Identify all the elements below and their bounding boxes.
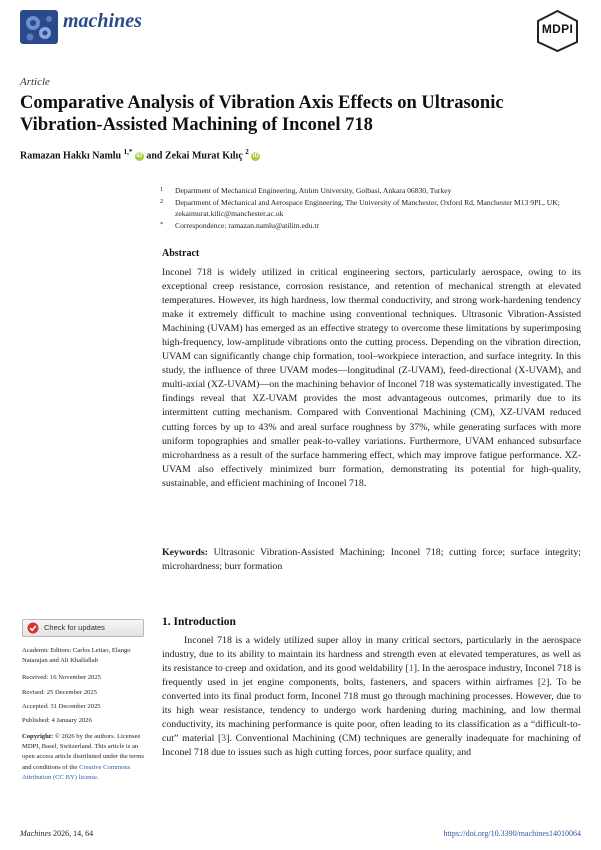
academic-editors: Academic Editors: Carlos Letiao, Elango Natarajan and Ali Khalfallah — [22, 647, 131, 665]
doi-link[interactable]: https://doi.org/10.3390/machines14010064 — [443, 829, 581, 838]
keywords — [162, 546, 581, 574]
affiliation-item — [160, 185, 585, 197]
citation-link[interactable]: 1 — [408, 663, 414, 675]
article-type: Article — [20, 76, 50, 88]
paragraph-text: ]. To be converted into its final product form, Inconel 718 must go through machining processes. However, due to its high wear resistance, tendency to undergo work hardening during machining, and low thermal conductivity, its machining performance is quite poor, often leading to its classification as a “difficult-to-cut” material [ — [162, 677, 582, 745]
footer-journal: Machines — [20, 829, 52, 838]
license-link[interactable]: Creative Commons Attribution (CC BY) license. — [22, 763, 131, 781]
abstract-heading: Abstract — [162, 248, 200, 259]
gears-logo-icon — [20, 10, 58, 44]
introduction-paragraph — [162, 634, 581, 760]
affiliation-list — [160, 185, 585, 232]
date-revised: Revised: 25 December 2025 — [22, 689, 97, 696]
correspondence-text: Correspondence: ramazan.namlu@atilim.edu.tr — [175, 221, 320, 231]
affiliation-marker: * — [160, 221, 164, 229]
journal-name: machines — [63, 10, 142, 32]
copyright-notice — [22, 732, 152, 783]
orcid-icon[interactable]: iD — [136, 153, 143, 160]
article-title: Comparative Analysis of Vibration Axis Effects on Ultrasonic Vibration-Assisted Machining of Inconel 718 — [20, 93, 504, 135]
copyright-text: © 2026 by the authors. Licensee MDPI, Basel, Switzerland. This article is an open access article distributed under the terms and conditions of the — [22, 733, 144, 771]
citation-link[interactable]: 2 — [541, 677, 547, 689]
publisher-logo-text: MDPI — [541, 22, 574, 36]
date-received: Received: 16 November 2025 — [22, 674, 101, 681]
author-affiliation-marker: 1,* — [123, 148, 133, 156]
paragraph-text: ]. In the aerospace industry, Inconel 718 is frequently used in jet engine components, bolts, fasteners, and spacers within airframes [ — [162, 663, 581, 689]
check-updates-label: Check for updates — [44, 623, 105, 632]
date-accepted: Accepted: 31 December 2025 — [22, 703, 101, 710]
check-for-updates-button[interactable] — [22, 619, 144, 637]
author-affiliation-marker: 2 — [245, 148, 249, 156]
author-name[interactable]: Ramazan Hakkı Namlu — [20, 150, 122, 162]
footer-citation — [20, 829, 93, 838]
check-updates-icon — [27, 622, 39, 634]
affiliation-marker: 2 — [160, 197, 164, 205]
abstract-text: Inconel 718 is widely utilized in critical engineering sectors, particularly aerospace, owing to its exceptional creep resistance, corrosion resistance, and retention of mechanical strength at elevated temperatures. However, its high hardness, low thermal conductivity, and strong work-hardening tendency make it extremely difficult to machine using conventional techniques. Ultrasonic Vibration-Assisted Machining (UVAM) has emerged as an effective strategy to overcome these limitations by superimposing high-frequency, low-amplitude vibrations onto the cutting process. Depending on the vibration direction, UVAM can significantly change chip formation, tool–workpiece interaction, and surface integrity. In this study, the influence of three UVAM modes—longitudinal (Z-UVAM), feed-directional (X-UVAM), and multi-axial (XZ-UVAM)—on the machining behavior of Inconel 718 was systematically investigated. The findings reveal that XZ-UVAM provides the most advantageous outcomes, primarily due to its intermittent cutting mechanism. Compared with Conventional Machining (CM), XZ-UVAM reduced cutting forces by up to 43% and areal surface roughness by 37%, while generating surfaces with more uniform topographies and smaller peak-to-valley variations. Furthermore, UVAM enhanced subsurface microhardness as a result of the surface hammering effect, which may improve fatigue performance. XZ-UVAM also effectively minimized burr formation, demonstrating its potential for high-quality, sustainable, and efficient machining of Inconel 718. — [162, 267, 581, 489]
paragraph-text: ]. Conventional Machining (CM) techniques are generally inadequate for machining of Inconel 718 due to issues such as high cutting forces, poor surface quality, and — [162, 733, 581, 759]
keywords-label: Keywords: — [162, 547, 208, 558]
affiliation-marker: 1 — [160, 186, 164, 193]
author-name[interactable]: Zekai Murat Kılıç — [165, 150, 243, 162]
copyright-label: Copyright: — [22, 733, 54, 740]
affiliation-item — [160, 220, 585, 232]
affiliation-text: Department of Mechanical Engineering, Atılım University, Golbasi, Ankara 06830, Turkey — [175, 186, 452, 195]
author-conjunction: and — [146, 150, 163, 162]
date-published: Published: 4 January 2026 — [22, 717, 92, 724]
footer-volume: 2026, 14, 64 — [53, 829, 94, 838]
paragraph-text: Inconel 718 is a widely utilized super alloy in many critical sectors, particularly in the aerospace industry, due to its ability to maintain its hardness and strength even at elevated temperatures, as well as its resistance to creep and oxidation, and its good weldability [ — [162, 635, 581, 675]
section-heading-introduction: 1. Introduction — [162, 616, 236, 628]
affiliation-item — [160, 197, 585, 220]
citation-link[interactable]: 3 — [221, 733, 227, 745]
affiliation-text: Department of Mechanical and Aerospace Engineering, The University of Manchester, Oxford Rd, Manchester M13 9PL, UK; zekaimurat.kilic@manchester.ac.uk — [175, 197, 560, 219]
keywords-text: Ultrasonic Vibration-Assisted Machining; Inconel 718; cutting force; surface integrity; microhardness; burr formation — [162, 547, 581, 573]
orcid-icon[interactable]: iD — [252, 153, 259, 160]
author-list — [20, 148, 260, 161]
